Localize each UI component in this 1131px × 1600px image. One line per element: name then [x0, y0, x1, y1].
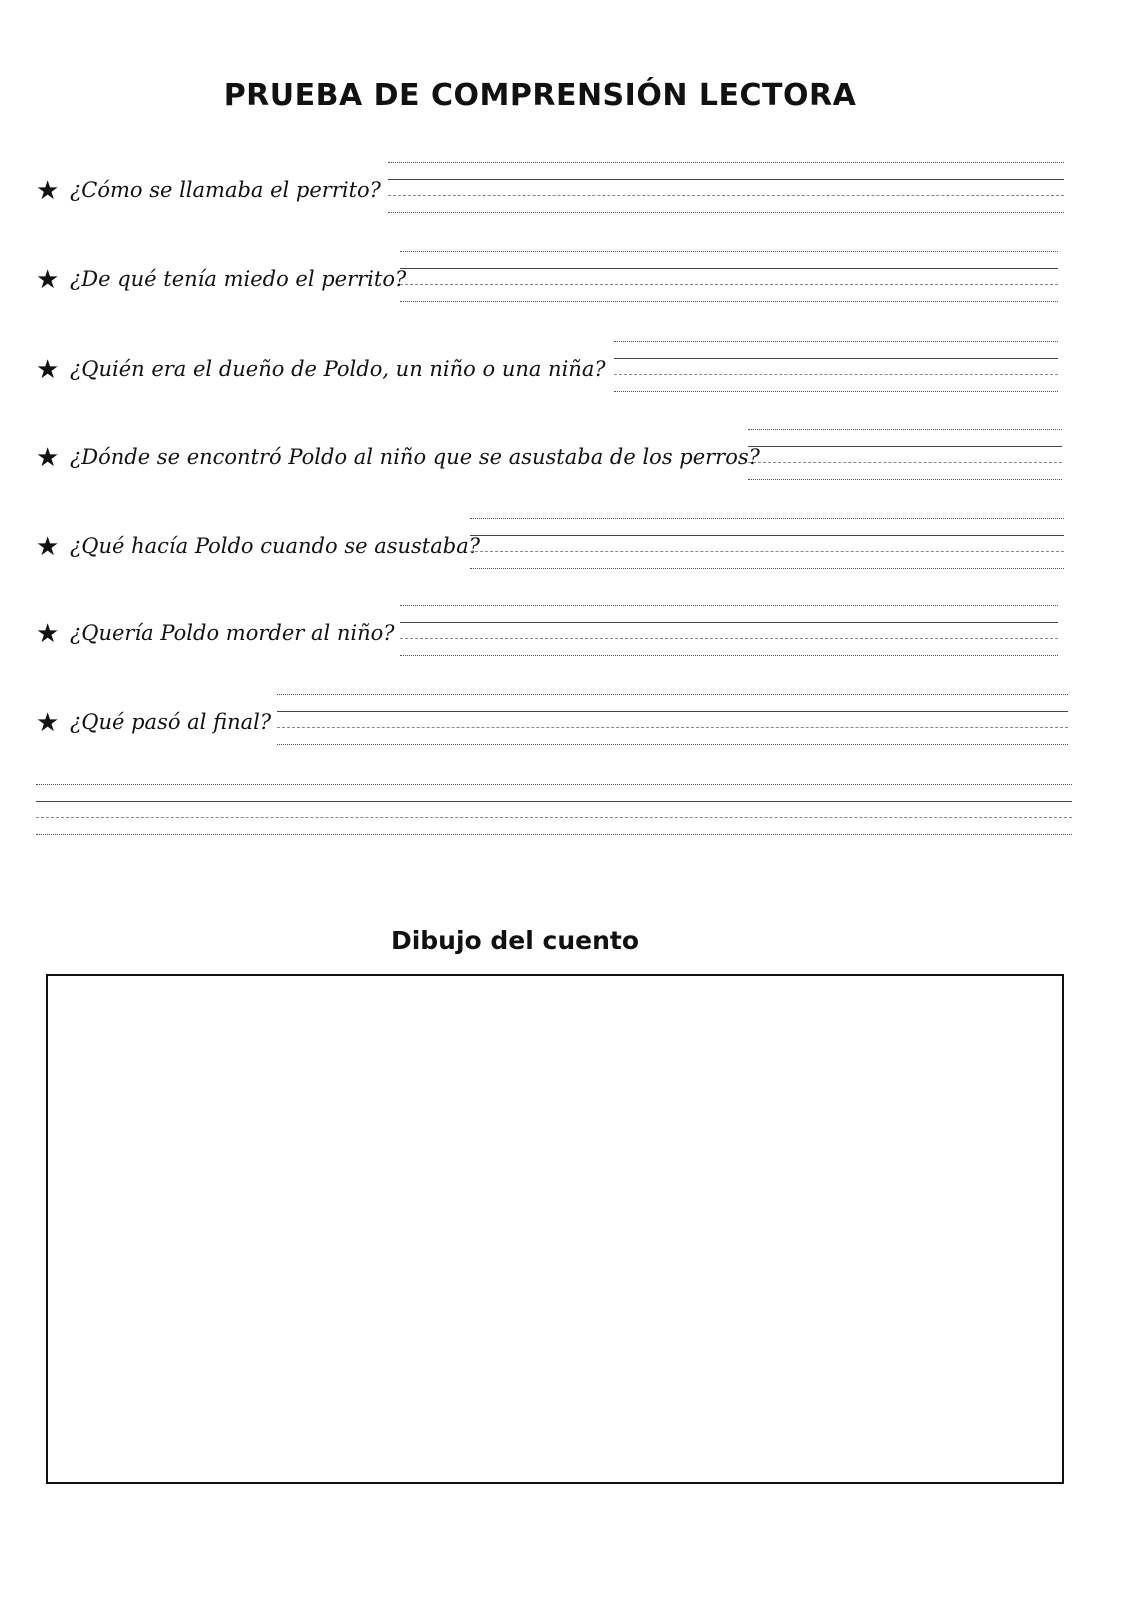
answer-lines[interactable]: [277, 694, 1068, 746]
answer-lines[interactable]: [388, 162, 1064, 214]
answer-lines-full[interactable]: [36, 784, 1072, 836]
answer-lines[interactable]: [614, 341, 1058, 393]
question-text: ¿De qué tenía miedo el perrito?: [70, 267, 407, 291]
star-icon: ★: [36, 355, 60, 385]
star-icon: ★: [36, 265, 60, 295]
question-text: ¿Qué hacía Poldo cuando se asustaba?: [70, 534, 480, 558]
star-icon: ★: [36, 708, 60, 738]
answer-lines[interactable]: [470, 518, 1064, 570]
answer-lines[interactable]: [748, 429, 1062, 481]
star-icon: ★: [36, 443, 60, 473]
answer-lines[interactable]: [400, 605, 1058, 657]
drawing-box[interactable]: [46, 974, 1064, 1484]
page-title: PRUEBA DE COMPRENSIÓN LECTORA: [223, 78, 857, 113]
star-icon: ★: [36, 176, 60, 206]
star-icon: ★: [36, 532, 60, 562]
drawing-section-title: Dibujo del cuento: [390, 926, 640, 955]
question-text: ¿Quién era el dueño de Poldo, un niño o una niña?: [70, 357, 606, 381]
answer-lines[interactable]: [400, 251, 1058, 303]
star-icon: ★: [36, 619, 60, 649]
question-text: ¿Qué pasó al final?: [70, 710, 272, 734]
question-text: ¿Dónde se encontró Poldo al niño que se asustaba de los perros?: [70, 445, 760, 469]
question-text: ¿Cómo se llamaba el perrito?: [70, 178, 381, 202]
question-text: ¿Quería Poldo morder al niño?: [70, 621, 395, 645]
